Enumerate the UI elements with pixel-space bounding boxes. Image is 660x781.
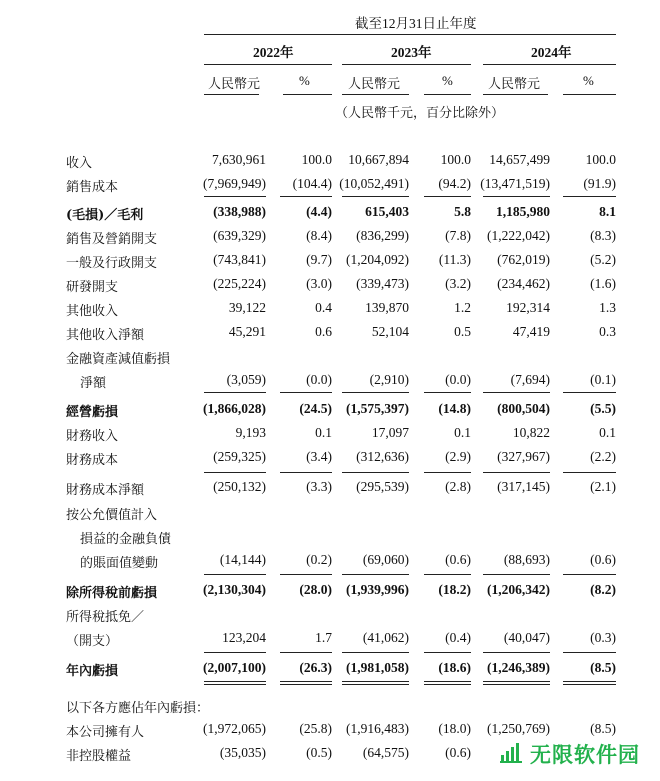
- row-label-fv-3: 的賬面值變動: [80, 556, 159, 571]
- total-double-rule: [280, 681, 332, 685]
- subtotal-rule: [483, 392, 550, 393]
- table-cell: (8.2): [590, 582, 616, 597]
- subtotal-rule: [483, 574, 550, 575]
- row-label-other-income: 其他收入: [66, 304, 119, 319]
- table-cell: (104.4): [292, 176, 332, 191]
- table-cell: (88,693): [503, 552, 550, 567]
- subtotal-rule: [204, 392, 266, 393]
- table-cell: (1,866,028): [203, 401, 266, 416]
- table-cell: (8.4): [306, 228, 332, 243]
- year-2022: 2022年: [253, 45, 294, 60]
- table-cell: (8.5): [590, 721, 616, 736]
- subtotal-rule: [424, 392, 471, 393]
- table-cell: (639,329): [213, 228, 266, 243]
- year-2023: 2023年: [391, 45, 432, 60]
- table-cell: 0.1: [454, 425, 471, 440]
- table-cell: (9.7): [306, 252, 332, 267]
- row-label-admin: 一般及行政開支: [66, 256, 158, 271]
- table-cell: (94.2): [438, 176, 471, 191]
- table-cell: (2,007,100): [203, 660, 266, 675]
- watermark: [496, 737, 646, 771]
- table-cell: 17,097: [371, 425, 409, 440]
- table-cell: (5.5): [590, 401, 616, 416]
- year-rule-2022: [204, 64, 332, 65]
- col-label-pct-2024: %: [583, 73, 594, 88]
- table-cell: (259,325): [213, 449, 266, 464]
- table-cell: (1,250,769): [487, 721, 550, 736]
- subtotal-rule: [424, 196, 471, 197]
- total-double-rule: [563, 681, 616, 685]
- table-cell: (25.8): [299, 721, 332, 736]
- table-cell: (1,206,342): [487, 582, 550, 597]
- table-cell: (3.4): [306, 449, 332, 464]
- table-cell: (1,575,397): [346, 401, 409, 416]
- table-cell: (10,052,491): [339, 176, 409, 191]
- table-cell: (0.6): [590, 552, 616, 567]
- table-cell: (312,636): [356, 449, 409, 464]
- row-label-finance-cost-net: 財務成本淨額: [66, 483, 145, 498]
- table-cell: (14,144): [219, 552, 266, 567]
- table-cell: 47,419: [512, 324, 550, 339]
- subtotal-rule: [342, 392, 409, 393]
- table-cell: (1,916,483): [346, 721, 409, 736]
- table-cell: (14.8): [438, 401, 471, 416]
- table-cell: 100.0: [585, 152, 616, 167]
- row-label-owners: 本公司擁有人: [66, 725, 145, 740]
- table-cell: (3.3): [306, 479, 332, 494]
- subtotal-rule: [342, 574, 409, 575]
- table-cell: (7,694): [510, 372, 550, 387]
- watermark-text: 无限软件园: [530, 743, 640, 767]
- table-cell: (250,132): [213, 479, 266, 494]
- row-label-rnd: 研發開支: [66, 280, 119, 295]
- row-label-tax-2: （開支）: [66, 634, 119, 649]
- table-cell: (0.0): [445, 372, 471, 387]
- table-cell: 0.1: [599, 425, 616, 440]
- total-double-rule: [483, 681, 550, 685]
- row-label-loss-for-year: 年內虧損: [66, 664, 119, 679]
- subtotal-rule: [342, 652, 409, 653]
- row-label-operating-loss: 經營虧損: [66, 405, 119, 420]
- row-label-finance-income: 財務收入: [66, 429, 119, 444]
- row-label-fv-1: 按公允價值計入: [66, 508, 158, 523]
- table-cell: 139,870: [365, 300, 409, 315]
- subtotal-rule: [563, 392, 616, 393]
- table-cell: (2.2): [590, 449, 616, 464]
- row-label-loss-before-tax: 除所得稅前虧損: [66, 586, 158, 601]
- subtotal-rule: [483, 196, 550, 197]
- subtotal-rule: [424, 652, 471, 653]
- table-cell: (3.2): [445, 276, 471, 291]
- table-cell: (339,473): [356, 276, 409, 291]
- table-cell: (1.6): [590, 276, 616, 291]
- subtotal-rule: [563, 472, 616, 473]
- table-cell: 192,314: [506, 300, 550, 315]
- total-double-rule: [424, 681, 471, 685]
- table-cell: 9,193: [235, 425, 266, 440]
- table-cell: 52,104: [371, 324, 409, 339]
- subtotal-rule: [563, 196, 616, 197]
- table-cell: (2,130,304): [203, 582, 266, 597]
- table-cell: (8.5): [590, 660, 616, 675]
- row-label-finance-cost: 財務成本: [66, 453, 119, 468]
- col-rule-pct-2024: [563, 94, 616, 95]
- col-rule-rmb-2022: [204, 94, 259, 95]
- total-double-rule: [204, 681, 266, 685]
- row-label-revenue: 收入: [66, 156, 93, 171]
- table-cell: (225,224): [213, 276, 266, 291]
- table-cell: (5.2): [590, 252, 616, 267]
- col-label-pct-2023: %: [442, 73, 453, 88]
- col-rule-rmb-2024: [483, 94, 548, 95]
- row-label-other-income-net: 其他收入淨額: [66, 328, 145, 343]
- table-cell: (24.5): [299, 401, 332, 416]
- table-cell: 1.3: [599, 300, 616, 315]
- table-cell: 0.4: [315, 300, 332, 315]
- table-cell: (762,019): [497, 252, 550, 267]
- table-cell: (18.0): [438, 721, 471, 736]
- row-label-impairment: 金融資產減值虧損: [66, 352, 171, 367]
- table-cell: (28.0): [299, 582, 332, 597]
- table-cell: (800,504): [497, 401, 550, 416]
- table-cell: (1,939,996): [346, 582, 409, 597]
- table-cell: (7.8): [445, 228, 471, 243]
- subtotal-rule: [483, 652, 550, 653]
- col-rule-rmb-2023: [342, 94, 409, 95]
- table-cell: (0.5): [306, 745, 332, 760]
- table-cell: 7,630,961: [212, 152, 266, 167]
- subtotal-rule: [204, 472, 266, 473]
- table-cell: 0.5: [454, 324, 471, 339]
- subtotal-rule: [424, 574, 471, 575]
- table-cell: 0.3: [599, 324, 616, 339]
- subtotal-rule: [483, 472, 550, 473]
- table-cell: (0.4): [445, 630, 471, 645]
- row-label-gross: (毛損)／毛利: [66, 208, 144, 223]
- row-label-fv-2: 損益的金融負債: [80, 532, 172, 547]
- table-cell: (26.3): [299, 660, 332, 675]
- table-cell: (41,062): [362, 630, 409, 645]
- table-cell: (327,967): [497, 449, 550, 464]
- year-rule-2023: [342, 64, 471, 65]
- table-cell: 45,291: [228, 324, 266, 339]
- row-label-nci: 非控股權益: [66, 749, 132, 764]
- table-cell: (4.4): [306, 204, 332, 219]
- table-cell: (18.6): [438, 660, 471, 675]
- table-cell: (7,969,949): [203, 176, 266, 191]
- subtotal-rule: [563, 574, 616, 575]
- col-label-pct-2022: %: [299, 73, 310, 88]
- subtotal-rule: [342, 196, 409, 197]
- subtotal-rule: [280, 196, 332, 197]
- table-cell: (91.9): [583, 176, 616, 191]
- subtotal-rule: [204, 652, 266, 653]
- table-cell: 1.7: [315, 630, 332, 645]
- total-double-rule: [342, 681, 409, 685]
- table-cell: 100.0: [440, 152, 471, 167]
- table-cell: 10,667,894: [348, 152, 409, 167]
- subtotal-rule: [280, 472, 332, 473]
- table-cell: (0.3): [590, 630, 616, 645]
- table-cell: (13,471,519): [480, 176, 550, 191]
- table-cell: (3.0): [306, 276, 332, 291]
- col-label-rmb-2024: 人民幣元: [488, 77, 541, 92]
- table-cell: (234,462): [497, 276, 550, 291]
- table-cell: (1,246,389): [487, 660, 550, 675]
- table-cell: (338,988): [213, 204, 266, 219]
- subtotal-rule: [424, 472, 471, 473]
- table-cell: (295,539): [356, 479, 409, 494]
- table-cell: 1.2: [454, 300, 471, 315]
- row-label-cost-of-sales: 銷售成本: [66, 180, 119, 195]
- table-cell: (743,841): [213, 252, 266, 267]
- table-cell: 0.6: [315, 324, 332, 339]
- col-rule-pct-2022: [283, 94, 332, 95]
- subtotal-rule: [280, 574, 332, 575]
- subtotal-rule: [204, 574, 266, 575]
- header-rule-top: [204, 34, 616, 35]
- row-label-impairment-2: 淨額: [80, 376, 107, 391]
- table-cell: 0.1: [315, 425, 332, 440]
- table-cell: (0.0): [306, 372, 332, 387]
- unit-note: （人民幣千元，百分比除外）: [335, 106, 505, 121]
- signal-bars-icon: [500, 741, 524, 767]
- table-cell: 14,657,499: [489, 152, 550, 167]
- table-cell: (0.6): [445, 745, 471, 760]
- table-cell: (1,222,042): [487, 228, 550, 243]
- table-cell: (1,981,058): [346, 660, 409, 675]
- table-cell: 10,822: [512, 425, 550, 440]
- table-cell: 8.1: [599, 204, 616, 219]
- table-cell: (69,060): [362, 552, 409, 567]
- table-cell: (35,035): [219, 745, 266, 760]
- subtotal-rule: [204, 196, 266, 197]
- subtotal-rule: [280, 652, 332, 653]
- table-cell: (2,910): [369, 372, 409, 387]
- table-cell: (2.1): [590, 479, 616, 494]
- table-cell: (0.1): [590, 372, 616, 387]
- subtotal-rule: [280, 392, 332, 393]
- table-cell: (2.8): [445, 479, 471, 494]
- table-cell: (1,204,092): [346, 252, 409, 267]
- table-cell: 5.8: [454, 204, 471, 219]
- row-label-selling: 銷售及營銷開支: [66, 232, 158, 247]
- row-label-tax-1: 所得稅抵免／: [66, 610, 145, 625]
- year-rule-2024: [483, 64, 616, 65]
- row-label-attributable: 以下各方應佔年內虧損：: [66, 701, 210, 716]
- table-cell: 100.0: [301, 152, 332, 167]
- table-cell: 123,204: [222, 630, 266, 645]
- table-cell: 615,403: [365, 204, 409, 219]
- subtotal-rule: [342, 472, 409, 473]
- table-cell: 39,122: [228, 300, 266, 315]
- table-cell: (3,059): [226, 372, 266, 387]
- table-cell: (1,972,065): [203, 721, 266, 736]
- subtotal-rule: [563, 652, 616, 653]
- table-cell: (317,145): [497, 479, 550, 494]
- table-cell: (40,047): [503, 630, 550, 645]
- period-title: 截至12月31日止年度: [355, 16, 477, 31]
- table-cell: (18.2): [438, 582, 471, 597]
- col-label-rmb-2023: 人民幣元: [348, 77, 401, 92]
- table-cell: (8.3): [590, 228, 616, 243]
- table-cell: (0.6): [445, 552, 471, 567]
- table-cell: (2.9): [445, 449, 471, 464]
- table-cell: 1,185,980: [496, 204, 550, 219]
- col-label-rmb-2022: 人民幣元: [208, 77, 261, 92]
- year-2024: 2024年: [531, 45, 572, 60]
- col-rule-pct-2023: [424, 94, 471, 95]
- table-cell: (0.2): [306, 552, 332, 567]
- table-cell: (11.3): [438, 252, 471, 267]
- table-cell: (64,575): [362, 745, 409, 760]
- table-cell: (836,299): [356, 228, 409, 243]
